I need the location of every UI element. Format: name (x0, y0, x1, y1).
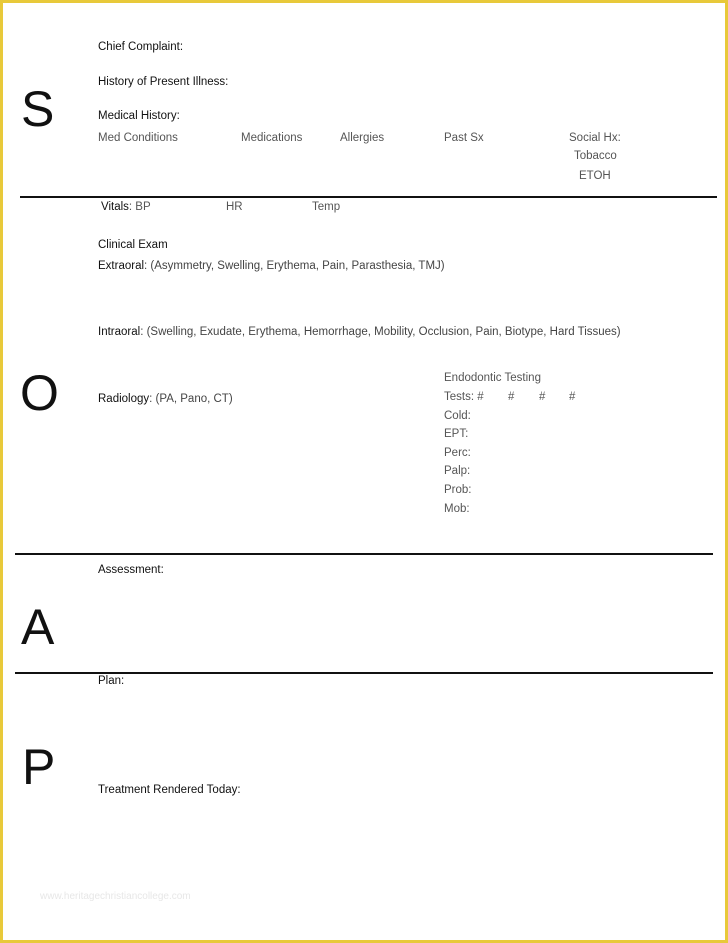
intraoral-detail: : (Swelling, Exudate, Erythema, Hemorrhage, Mobility, Occlusion, Pain, Biotype, Hard Tissues) (140, 326, 621, 338)
section-letter-a: A (21, 599, 55, 655)
medical-history-label: Medical History: (98, 110, 180, 122)
etoh-item: ETOH (579, 170, 611, 182)
endo-ept-label: EPT: (444, 428, 469, 440)
allergies-column: Allergies (340, 132, 385, 144)
watermark: www.heritagechristiancollege.com (40, 891, 191, 902)
assessment-label: Assessment: (98, 564, 164, 576)
divider-assessment-plan (15, 672, 713, 674)
endo-tooth-hash-3: # (539, 391, 546, 403)
past-sx-column: Past Sx (444, 132, 484, 144)
endo-palp-label: Palp: (444, 465, 471, 477)
radiology-label: Radiology (98, 393, 150, 405)
extraoral-label: Extraoral (98, 260, 145, 272)
endo-perc-label: Perc: (444, 447, 471, 459)
bp-label: : BP (128, 201, 151, 213)
plan-label: Plan: (98, 675, 125, 687)
section-letter-o: O (20, 365, 59, 421)
radiology-detail: : (PA, Pano, CT) (149, 393, 233, 405)
tobacco-item: Tobacco (574, 150, 617, 162)
endo-tooth-hash-4: # (569, 391, 576, 403)
endo-cold-label: Cold: (444, 410, 471, 422)
endo-prob-label: Prob: (444, 484, 472, 496)
extraoral-row (98, 260, 445, 274)
section-letter-s: S (21, 81, 55, 137)
divider-objective-assessment (15, 553, 713, 555)
intraoral-row (98, 326, 621, 340)
endo-testing-title: Endodontic Testing (444, 372, 541, 384)
chief-complaint-label: Chief Complaint: (98, 41, 184, 53)
section-letter-p: P (22, 739, 56, 795)
intraoral-label: Intraoral (98, 326, 141, 338)
endo-tests-label: Tests: # (444, 391, 484, 403)
vitals-label: Vitals (101, 201, 129, 213)
extraoral-detail: : (Asymmetry, Swelling, Erythema, Pain, Parasthesia, TMJ) (144, 260, 445, 272)
med-conditions-column: Med Conditions (98, 132, 178, 144)
endo-tooth-hash-2: # (508, 391, 515, 403)
hpi-label: History of Present Illness: (98, 76, 229, 88)
hr-label: HR (226, 201, 243, 213)
vitals-row (101, 201, 151, 215)
social-hx-column: Social Hx: (569, 132, 621, 144)
radiology-row (98, 393, 233, 407)
clinical-exam-label: Clinical Exam (98, 239, 168, 251)
medications-column: Medications (241, 132, 303, 144)
treatment-rendered-label: Treatment Rendered Today: (98, 784, 241, 796)
temp-label: Temp (312, 201, 341, 213)
divider-subjective-objective (20, 196, 717, 198)
endo-mob-label: Mob: (444, 503, 470, 515)
